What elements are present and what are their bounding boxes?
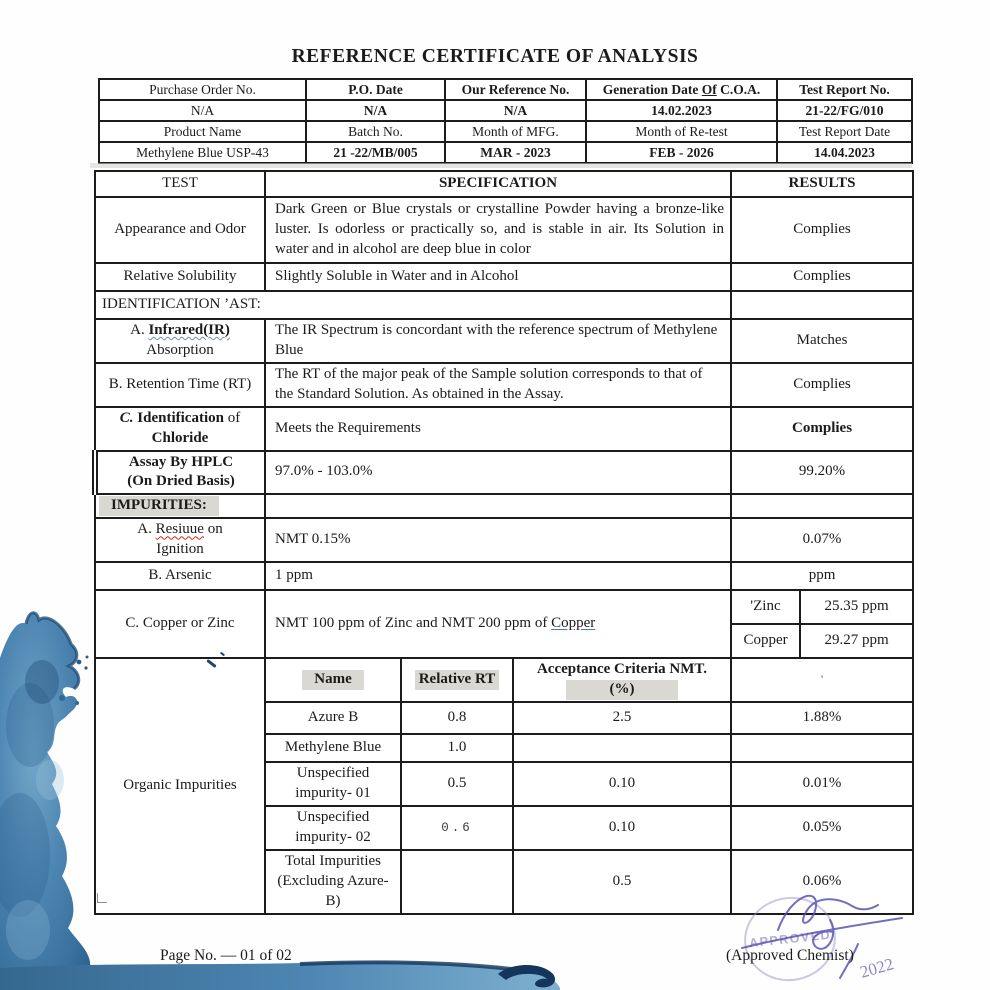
organic-col-name [265,658,401,702]
unspecified-1-result: 0.01% [731,762,913,806]
row-residue [95,518,913,562]
total-impurities-acceptance: 0.5 [513,850,731,914]
chloride-test-c: C. [119,410,134,426]
arsenic-spec: 1 ppm [265,562,731,590]
month-mfg-value: MAR - 2023 [445,142,586,163]
month-mfg-label: Month of MFG. [445,121,586,142]
generation-date-suffix: C.O.A. [716,81,761,97]
row-impurities-header [95,494,913,518]
scan-artifact-streak [90,163,912,168]
header-row-labels-2 [99,121,912,142]
methylene-blue-rt: 1.0 [401,734,513,762]
organic-col-acceptance [513,658,731,702]
copper-value: 29.27 ppm [800,624,913,658]
organic-col-acceptance-line1: Acceptance Criteria NMT. [536,661,708,678]
chloride-test-bold: Identification [133,410,224,426]
appearance-result: Complies [731,197,913,263]
impurities-header-cell [95,494,265,518]
row-retention [95,363,913,407]
methylene-blue-acceptance [513,734,731,762]
methylene-blue-result [731,734,913,762]
residue-test-squiggle: Resiuue [155,521,204,538]
appearance-spec: Dark Green or Blue crystals or crystalline Powder having a bronze-like luster. Is odorless or practically so, and is stable in air. Its Solution in water and in alcohol are deep blue in color [265,197,731,263]
unspecified-2-rt: 0.6 [401,806,513,850]
month-retest-label: Month of Re-test [586,121,777,142]
col-header-specification: SPECIFICATION [265,171,731,197]
generation-date-prefix: Generation Date [602,81,702,97]
residue-result: 0.07% [731,518,913,562]
copper-label: Copper [731,624,800,658]
generation-date-of: Of [701,81,717,97]
copper-zinc-test: C. Copper or Zinc [95,590,265,658]
unspecified-2-name: Unspecified impurity- 02 [265,806,401,850]
page-number: Page No. — 01 of 02 [160,947,292,964]
residue-test-line2: Ignition [156,541,204,558]
col-header-results: RESULTS [731,171,913,197]
test-report-date-label: Test Report Date [777,121,912,142]
assay-spec: 97.0% - 103.0% [265,451,731,495]
chloride-result: Complies [731,407,913,451]
row-appearance [95,197,913,263]
arsenic-result: ppm [731,562,913,590]
total-impurities-name: Total Impurities (Excluding Azure-B) [265,850,401,914]
product-name-value: Methylene Blue USP-43 [99,142,306,163]
identification-header-results-empty [731,291,913,319]
header-row-values-2 [99,142,912,163]
col-header-test: TEST [95,171,265,197]
azure-b-name: Azure B [265,702,401,734]
unspecified-1-name: Unspecified impurity- 01 [265,762,401,806]
arsenic-test: B. Arsenic [95,562,265,590]
chloride-test-of: of [223,410,241,426]
po-date-value: N/A [306,100,445,121]
infrared-test-line2: Absorption [146,342,214,358]
row-identification-header [95,291,913,319]
azure-b-result: 1.88% [731,702,913,734]
retention-spec: The RT of the major peak of the Sample solution corresponds to that of the Standard Solution. As obtained in the Assay. [265,363,731,407]
infrared-result: Matches [731,319,913,363]
infrared-test-underlined: Infrared(IR) [148,322,230,339]
impurities-header: IMPURITIES: [99,496,219,516]
row-copper-zinc-1 [95,590,913,624]
batch-no-value: 21 -22/MB/005 [306,142,445,163]
chloride-spec: Meets the Requirements [265,407,731,451]
batch-no-label: Batch No. [306,121,445,142]
our-reference-label: Our Reference No. [445,79,586,100]
stamp-date: 2022 [857,954,896,982]
approved-stamp-text: APPROVED [748,927,832,951]
residue-test [95,518,265,562]
residue-test-suffix: on [203,521,223,538]
generation-date-label [586,79,777,100]
methylene-blue-name: Methylene Blue [265,734,401,762]
header-info-table [98,78,913,164]
organic-col-acceptance-line2: (%) [566,680,678,700]
unspecified-2-result: 0.05% [731,806,913,850]
row-organic-header [95,658,913,702]
organic-col-name-text: Name [302,670,364,690]
infrared-spec: The IR Spectrum is concordant with the reference spectrum of Methylene Blue [265,319,731,363]
chloride-test-line2: Chloride [151,429,209,446]
chloride-test [95,407,265,451]
po-date-label: P.O. Date [306,79,445,100]
chemist-signature [690,874,990,990]
document-title: REFERENCE CERTIFICATE OF ANALYSIS [291,46,699,67]
row-infrared [95,319,913,363]
test-report-date-value: 14.04.2023 [777,142,912,163]
organic-col-relative-rt [401,658,513,702]
organic-impurities-label: Organic Impurities [95,658,265,914]
unspecified-1-acceptance: 0.10 [513,762,731,806]
purchase-order-value: N/A [99,100,306,121]
purchase-order-label: Purchase Order No. [99,79,306,100]
organic-header-results-mark: ' [731,658,913,702]
copper-zinc-spec-prefix: NMT 100 ppm of Zinc and NMT 200 ppm of [275,615,552,632]
test-report-no-value: 21-22/FG/010 [777,100,912,121]
assay-test [95,451,265,495]
copper-zinc-spec-underlined: Copper [551,615,596,632]
our-reference-value: N/A [445,100,586,121]
test-report-no-label: Test Report No. [777,79,912,100]
row-arsenic [95,562,913,590]
infrared-test-prefix: A. [130,322,149,339]
product-name-label: Product Name [99,121,306,142]
retention-test: B. Retention Time (RT) [95,363,265,407]
approved-chemist-label: (Approved Chemist) [726,947,854,964]
solubility-result: Complies [731,263,913,291]
assay-test-line1: Assay By HPLC [128,453,234,470]
organic-col-relative-rt-text: Relative RT [415,670,500,690]
row-chloride [95,407,913,451]
scan-artifact-corner [97,893,107,903]
generation-date-value: 14.02.2023 [586,100,777,121]
assay-test-line2: (On Dried Basis) [127,473,235,490]
unspecified-1-rt: 0.5 [401,762,513,806]
row-solubility [95,263,913,291]
solubility-spec: Slightly Soluble in Water and in Alcohol [265,263,731,291]
copper-zinc-spec [265,590,731,658]
specification-table [92,170,914,915]
residue-spec: NMT 0.15% [265,518,731,562]
row-assay [95,451,913,495]
impurities-header-results-empty [731,494,913,518]
retention-result: Complies [731,363,913,407]
total-impurities-result: 0.06% [731,850,913,914]
assay-result: 99.20% [731,451,913,495]
header-row-labels-1 [99,79,912,100]
total-impurities-rt [401,850,513,914]
azure-b-acceptance: 2.5 [513,702,731,734]
infrared-test [95,319,265,363]
solubility-test: Relative Solubility [95,263,265,291]
residue-test-prefix: A. [137,521,156,538]
month-retest-value: FEB - 2026 [586,142,777,163]
zinc-value: 25.35 ppm [800,590,913,624]
azure-b-rt: 0.8 [401,702,513,734]
spec-table-header-row [95,171,913,197]
unspecified-2-acceptance: 0.10 [513,806,731,850]
zinc-label: 'Zinc [731,590,800,624]
appearance-test: Appearance and Odor [95,197,265,263]
impurities-header-spec-empty [265,494,731,518]
identification-header: IDENTIFICATION ’AST: [95,291,731,319]
header-row-values-1 [99,100,912,121]
